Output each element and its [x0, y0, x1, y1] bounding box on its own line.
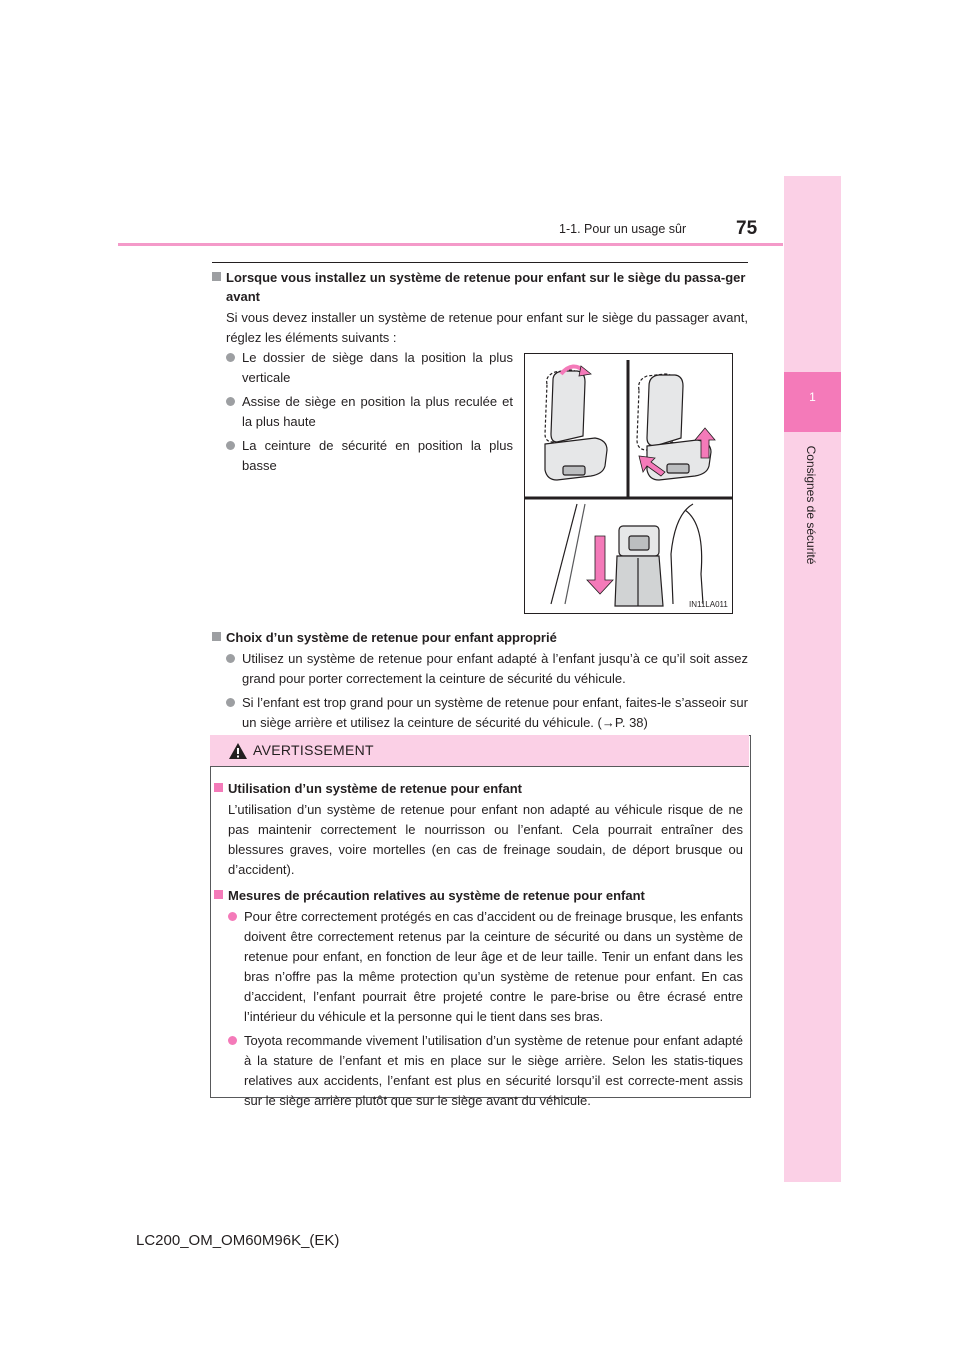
content-divider: [212, 262, 748, 263]
bullet-dot-icon: [226, 397, 235, 406]
warning-triangle-icon: [228, 742, 248, 760]
chapter-number: 1: [809, 390, 816, 404]
warning-content: [214, 779, 743, 1111]
seat-adjustment-illustration: [524, 353, 733, 614]
chapter-label: Consignes de sécurité: [804, 445, 818, 565]
square-bullet-icon: [212, 632, 221, 641]
header-rule: [118, 243, 783, 246]
list-item: Assise de siège en position la plus reculée et la plus haute: [226, 392, 513, 432]
warning-section1-heading: Utilisation d’un système de retenue pour enfant: [214, 779, 743, 798]
list-item: La ceinture de sécurité en position la plus basse: [226, 436, 513, 476]
list-item: Pour être correctement protégés en cas d’accident ou de freinage brusque, les enfants doivent être correctement retenus par la ceinture de sécurité ou dans un système de retenue pour enfant, en fonction de leur âge et de leur taille. Tenir un enfant dans les bras n’offre pas la même protection qu’un système de retenue pour enfant. En cas d’accident, l’enfant pourrait être projeté contre le pare-brise ou être écrasé entre l’intérieur du véhicule et la personne qui le tient dans ses bras.: [228, 907, 743, 1027]
list-item: Utilisez un système de retenue pour enfant adapté à l’enfant jusqu’à ce qu’il soit assez grand pour porter correctement la ceinture de sécurité du véhicule.: [226, 649, 748, 689]
warning-section2-heading: Mesures de précaution relatives au système de retenue pour enfant: [214, 886, 743, 905]
list-item: Si l’enfant est trop grand pour un système de retenue pour enfant, faites-le s’asseoir sur un siège arrière et utilisez la ceinture de sécurité du véhicule. (→P. 38): [226, 693, 748, 733]
warning-section1-text: L’utilisation d’un système de retenue pour enfant non adapté au véhicule risque de ne pas maintenir correctement le nourrisson ou l’enfant. Cela pourrait entraîner des blessures graves, voire mortelles (en cas de freinage soudain, de déport brusque ou d’accident).: [228, 802, 743, 877]
choice-heading: Choix d’un système de retenue pour enfant approprié: [212, 628, 748, 647]
chapter-side-tab: [784, 176, 841, 1182]
illustration-code: IN11LA011: [689, 600, 728, 609]
page-number: 75: [736, 218, 758, 239]
square-bullet-icon: [214, 783, 223, 792]
warning-title: AVERTISSEMENT: [253, 742, 374, 758]
bullet-dot-icon: [228, 912, 237, 921]
bullet-dot-icon: [226, 698, 235, 707]
choice-section: [212, 628, 748, 733]
document-code: LC200_OM_OM60M96K_(EK): [136, 1232, 340, 1249]
square-bullet-icon: [214, 890, 223, 899]
passenger-seat-intro: Si vous devez installer un système de retenue pour enfant sur le siège du passager avant, réglez les éléments suivants :: [226, 310, 748, 345]
bullet-dot-icon: [226, 353, 235, 362]
list-item: Toyota recommande vivement l’utilisation d’un système de retenue pour enfant adapté à la stature de l’enfant et mis en place sur le siège arrière. Selon les statis-tiques relatives aux accidents, l’enfant est plus en sécurité lorsqu’il est correcte-ment assis sur le siège arrière plutôt que sur le siège avant du véhicule.: [228, 1031, 743, 1111]
bullet-dot-icon: [226, 441, 235, 450]
seat-diagram-icon: [525, 354, 732, 613]
passenger-seat-section: [212, 268, 748, 348]
passenger-seat-heading: Lorsque vous installez un système de retenue pour enfant sur le siège du passa-ger avant: [212, 268, 748, 306]
section-title: 1-1. Pour un usage sûr: [559, 222, 687, 236]
bullet-dot-icon: [226, 654, 235, 663]
bullet-dot-icon: [228, 1036, 237, 1045]
seat-adjust-list: [226, 348, 513, 476]
list-item: Le dossier de siège dans la position la plus verticale: [226, 348, 513, 388]
square-bullet-icon: [212, 272, 221, 281]
